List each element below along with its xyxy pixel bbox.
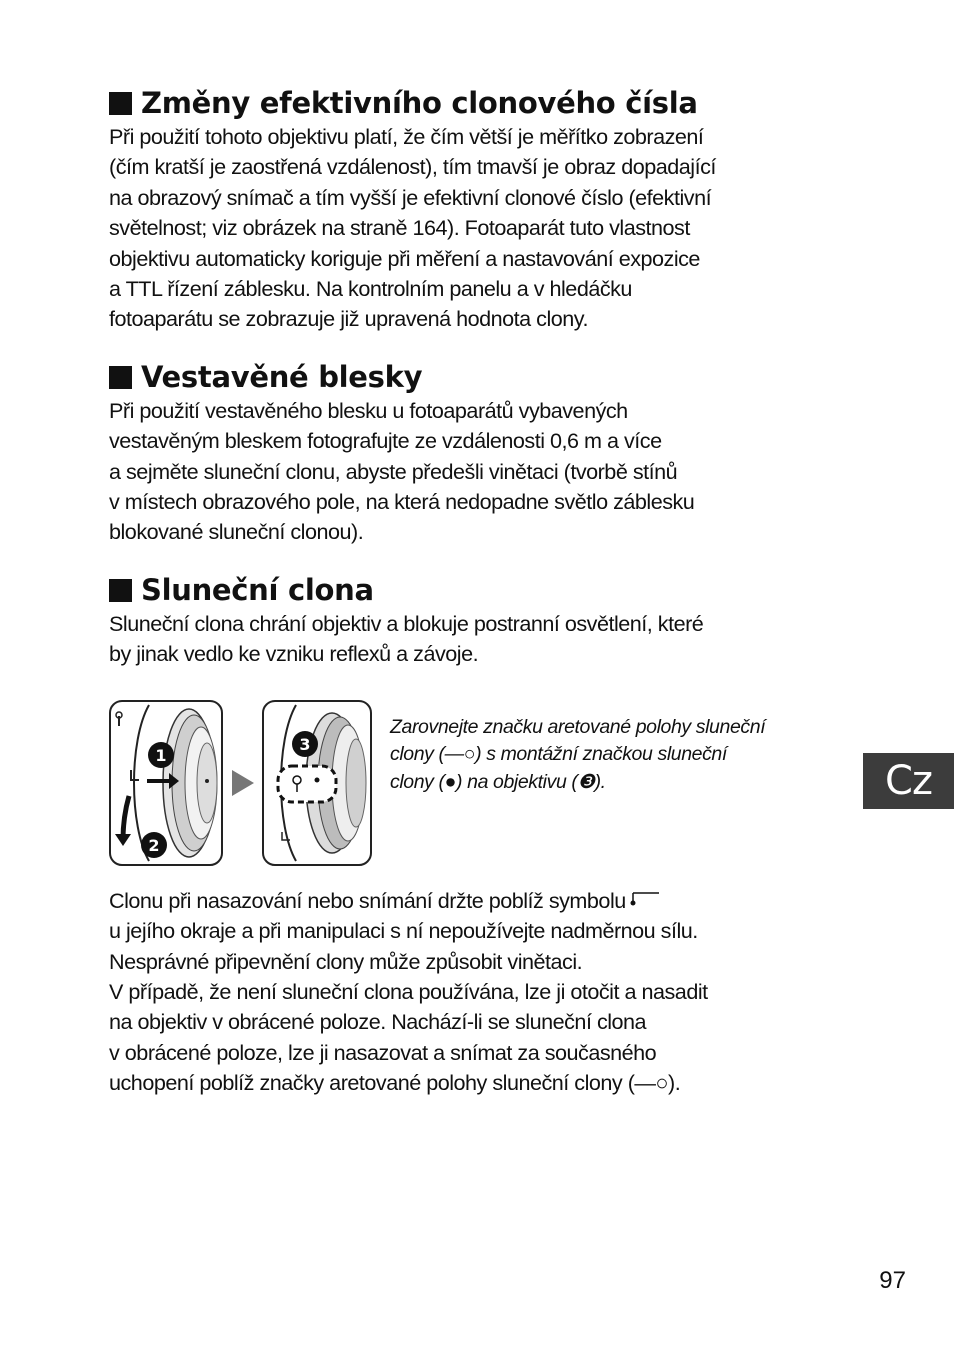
text-line: světelnost; viz obrázek na straně 164). Fotoaparát tuto vlastnost <box>109 215 690 241</box>
section-heading-lens-hood <box>109 571 849 609</box>
square-bullet-icon <box>109 92 132 115</box>
text-line: Sluneční clona chrání objektiv a blokuje postranní osvětlení, které <box>109 610 704 636</box>
text-line: V případě, že není sluneční clona používána, lze ji otočit a nasadit <box>109 978 708 1004</box>
hood-edge-symbol-icon <box>630 892 660 906</box>
lens-hood-figure <box>109 700 849 866</box>
callout-1-label: 1 <box>155 745 167 765</box>
paragraph-reverse-mounting <box>109 977 849 1099</box>
page-content <box>109 84 849 1099</box>
text-line: Při použití vestavěného blesku u fotoaparátů vybavených <box>109 397 628 423</box>
text-line: uchopení poblíž značky aretované polohy sluneční clony (—○). <box>109 1070 681 1096</box>
text-line: v obrácené poloze, lze ji nasazovat a snímat za současného <box>109 1039 657 1065</box>
section-heading-built-in-flash <box>109 358 849 396</box>
text-line: Nesprávné připevnění clony může způsobit vinětaci. <box>109 948 583 974</box>
square-bullet-icon <box>109 579 132 602</box>
text-line <box>109 886 849 916</box>
page-number: 97 <box>879 1267 906 1294</box>
text-line: by jinak vedlo ke vzniku reflexů a závoje. <box>109 641 479 667</box>
heading-text: Vestavěné blesky <box>141 359 423 394</box>
text-line: vestavěným bleskem fotografujte ze vzdálenosti 0,6 m a více <box>109 428 662 454</box>
callout-2-label: 2 <box>148 835 160 855</box>
text-line: blokované sluneční clonou). <box>109 519 364 545</box>
caption-line: clony (●) na objektivu (❸). <box>390 770 606 793</box>
paragraph-built-in-flash <box>109 396 849 548</box>
section-heading-effective-aperture <box>109 84 849 122</box>
figure-caption <box>390 714 840 797</box>
text-line: fotoaparátu se zobrazuje již upravená hodnota clony. <box>109 306 588 332</box>
text-line: v místech obrazového pole, na která nedopadne světlo záblesku <box>109 489 695 515</box>
paragraph-effective-aperture <box>109 122 849 335</box>
hood-attach-illustration-step3 <box>262 700 372 866</box>
step-arrow-icon <box>230 768 256 798</box>
text-line: objektivu automaticky koriguje při měření a nastavování expozice <box>109 245 700 271</box>
text-line: u jejího okraje a při manipulaci s ní nepoužívejte nadměrnou sílu. <box>109 918 698 944</box>
caption-line: Zarovnejte značku aretované polohy sluneční <box>390 715 766 738</box>
text-line: a sejměte sluneční clonu, abyste předešli vinětaci (tvorbě stínů <box>109 458 678 484</box>
hood-attach-illustration-step1-2 <box>109 700 223 866</box>
text-line: Při použití tohoto objektivu platí, že čím větší je měřítko zobrazení <box>109 124 704 149</box>
heading-text: Sluneční clona <box>141 572 374 607</box>
text-line: a TTL řízení záblesku. Na kontrolním panelu a v hledáčku <box>109 276 632 302</box>
text-line: (čím kratší je zaostřená vzdálenost), tím tmavší je obraz dopadající <box>109 154 716 180</box>
paragraph-handling <box>109 886 849 977</box>
text-line: na objektiv v obrácené poloze. Nachází-li se sluneční clona <box>109 1009 647 1035</box>
heading-text: Změny efektivního clonového čísla <box>141 86 698 120</box>
paragraph-lens-hood <box>109 609 849 670</box>
text-line: na obrazový snímač a tím vyšší je efektivní clonové číslo (efektivní <box>109 184 712 210</box>
callout-3-label: 3 <box>299 734 311 754</box>
language-tab: Cz <box>863 753 954 809</box>
square-bullet-icon <box>109 366 132 389</box>
text-fragment: Clonu při nasazování nebo snímání držte poblíž symbolu <box>109 887 626 913</box>
caption-line: clony (—○) s montážní značkou sluneční <box>390 743 727 766</box>
